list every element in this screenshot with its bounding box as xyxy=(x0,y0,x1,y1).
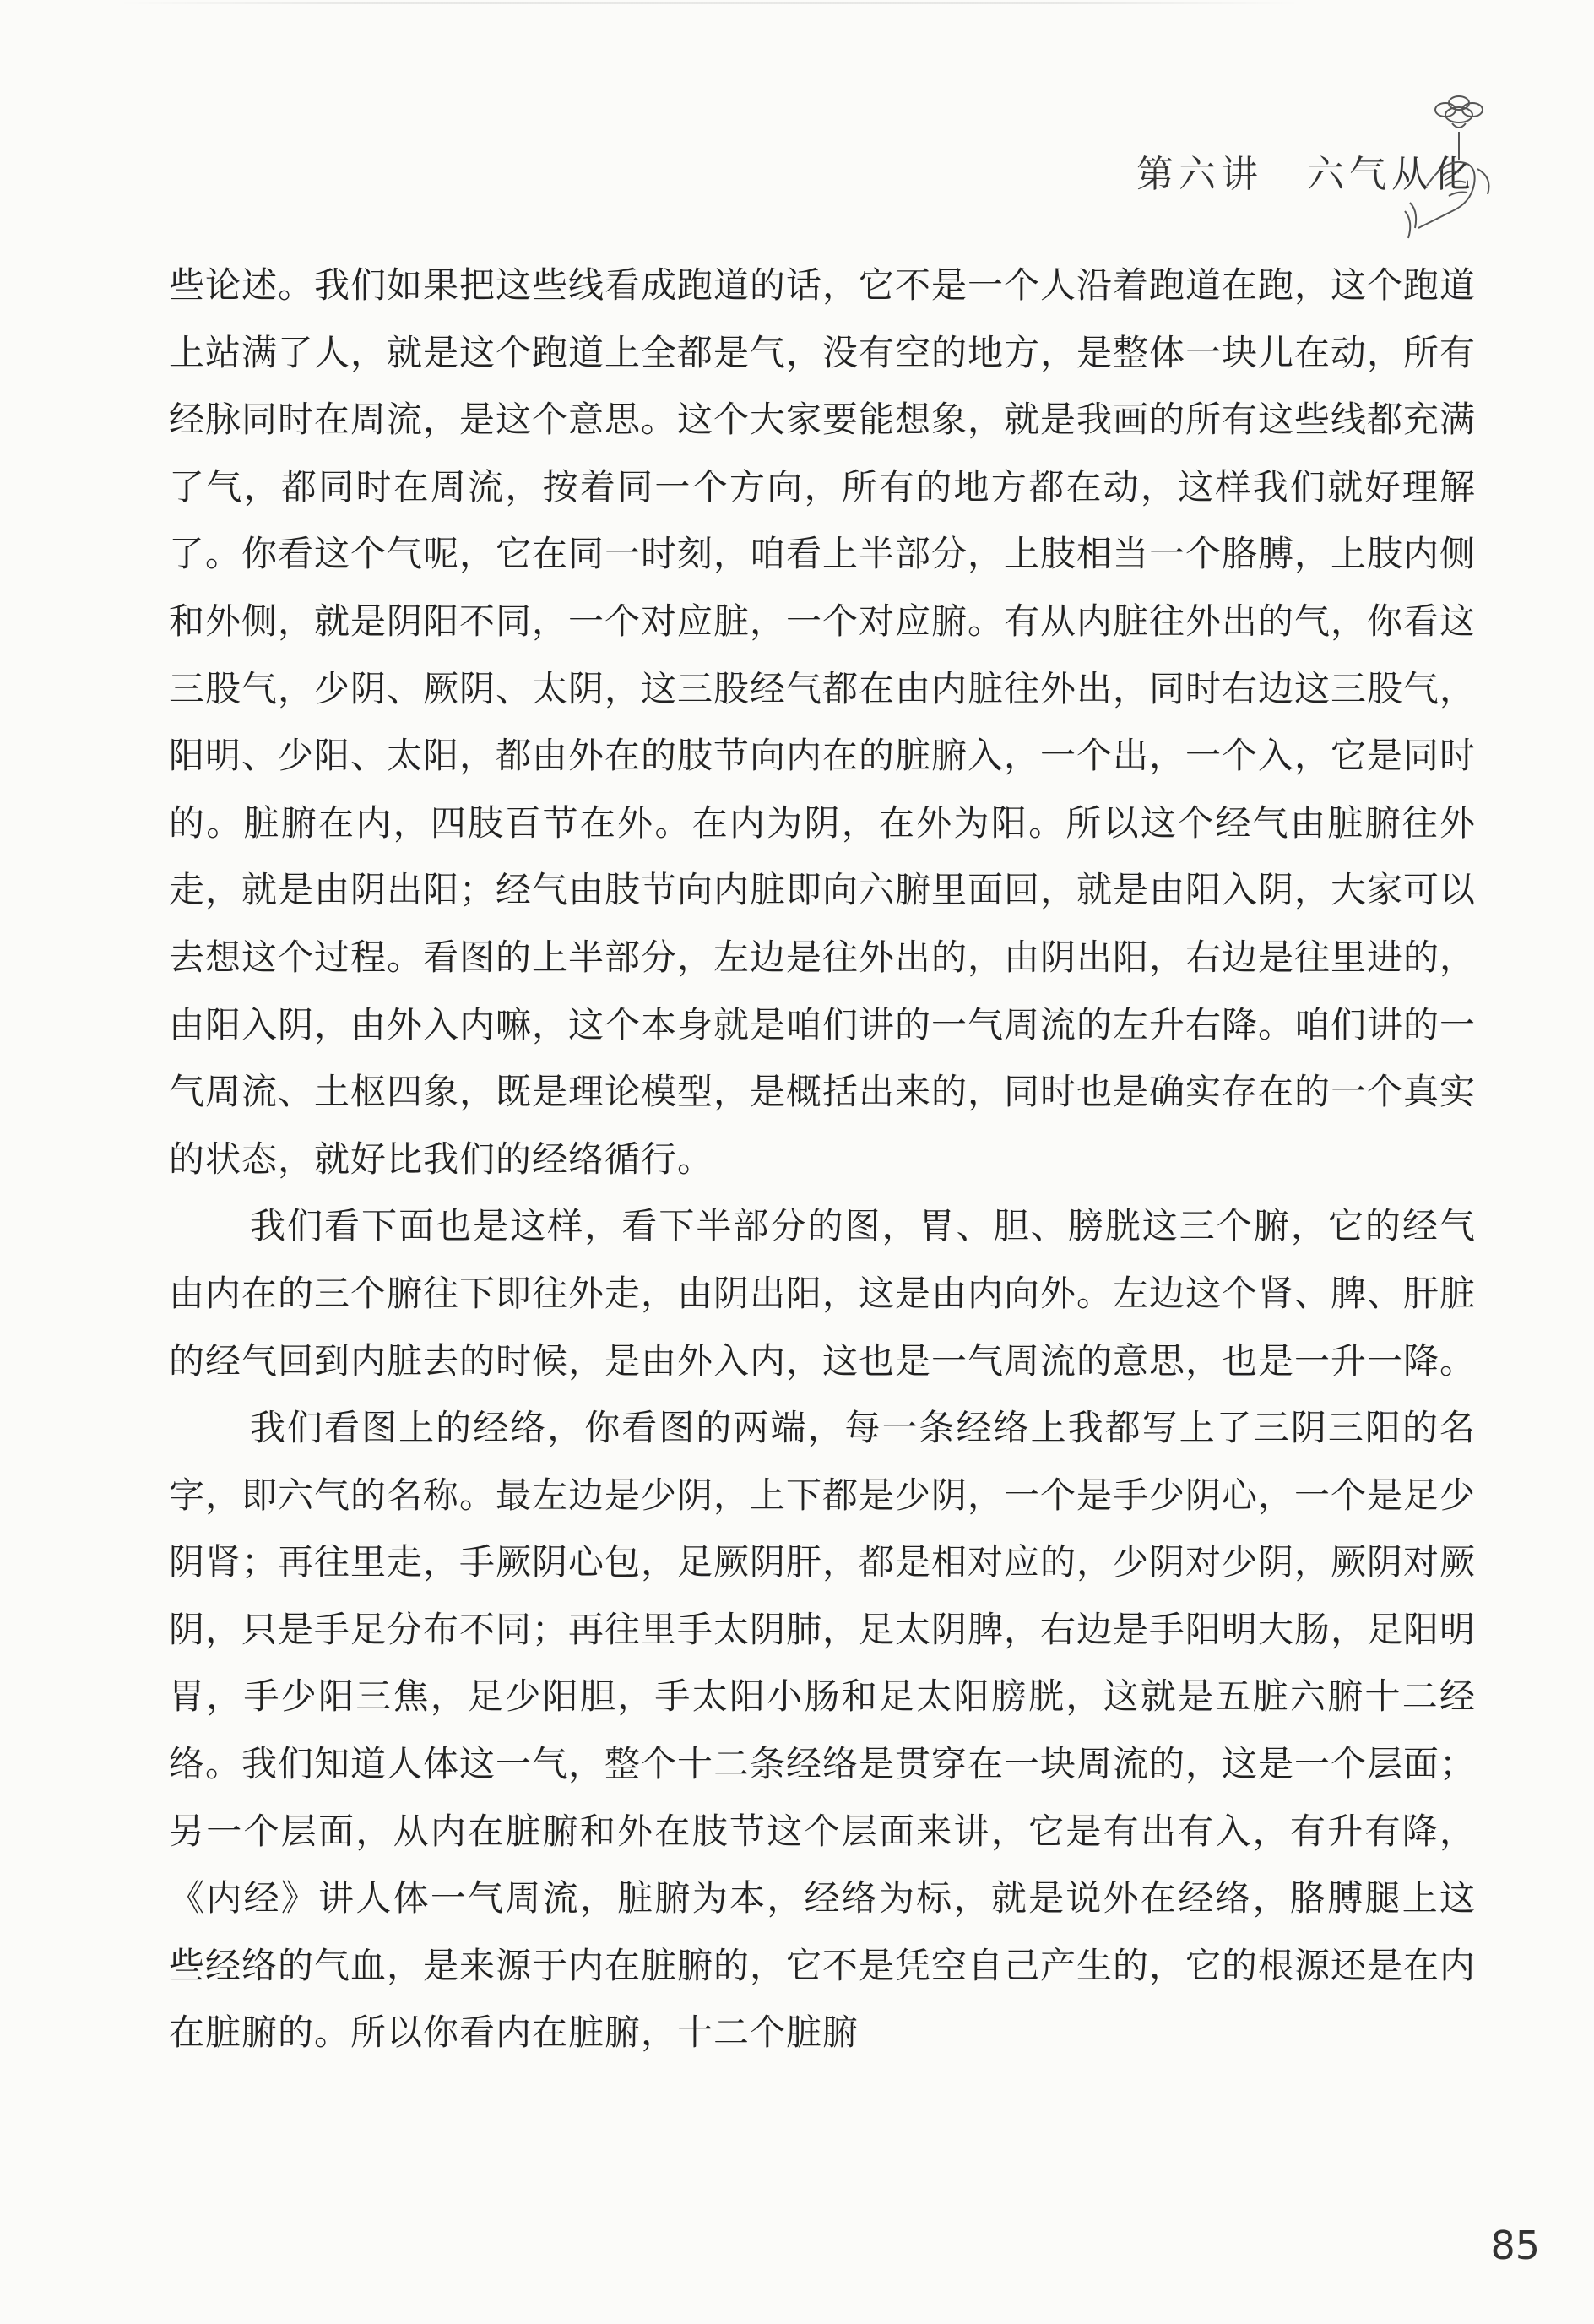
lotus-hand-icon xyxy=(1393,84,1520,245)
paragraph-3: 我们看图上的经络，你看图的两端，每一条经络上我都写上了三阴三阳的名字，即六气的名称。最左边是少阴，上下都是少阴，一个是手少阴心，一个是足少阴肾；再往里走，手厥阴心包，足厥阴肝，都是相对应的，少阴对少阴，厥阴对厥阴，只是手足分布不同；再往里手太阴肺，足太阴脾，右边是手阳明大肠，足阳明胃，手少阳三焦，足少阳胆，手太阳小肠和足太阳膀胱，这就是五脏六腑十二经络。我们知道人体这一气，整个十二条经络是贯穿在一块周流的，这是一个层面；另一个层面，从内在脏腑和外在肢节这个层面来讲，它是有出有入，有升有降，《内经》讲人体一气周流，脏腑为本，经络为标，就是说外在经络，胳膊腿上这些经络的气血，是来源于内在脏腑的，它不是凭空自己产生的，它的根源还是在内在脏腑的。所以你看内在脏腑，十二个脏腑 xyxy=(169,1407,1477,2054)
paragraph-2: 我们看下面也是这样，看下半部分的图，胃、胆、膀胱这三个腑，它的经气由内在的三个腑往下即往外走，由阴出阳，这是由内向外。左边这个肾、脾、肝脏的经气回到内脏去的时候，是由外入内，这也是一气周流的意思，也是一升一降。 xyxy=(169,1205,1477,1382)
chapter-label: 第六讲 xyxy=(1136,153,1263,196)
body-text xyxy=(169,252,1476,2066)
page-number: 85 xyxy=(1490,2223,1540,2268)
scan-edge-line xyxy=(118,2,1300,4)
chapter-title: 六气从化 xyxy=(1307,153,1476,196)
paragraph-1: 些论述。我们如果把这些线看成跑道的话，它不是一个人沿着跑道在跑，这个跑道上站满了人，就是这个跑道上全都是气，没有空的地方，是整体一块儿在动，所有经脉同时在周流，是这个意思。这个大家要能想象，就是我画的所有这些线都充满了气，都同时在周流，按着同一个方向，所有的地方都在动，这样我们就好理解了。你看这个气呢，它在同一时刻，咱看上半部分，上肢相当一个胳膊，上肢内侧和外侧，就是阴阳不同，一个对应脏，一个对应腑。有从内脏往外出的气，你看这三股气，少阴、厥阴、太阴，这三股经气都在由内脏往外出，同时右边这三股气，阳明、少阳、太阳，都由外在的肢节向内在的脏腑入，一个出，一个入，它是同时的。脏腑在内，四肢百节在外。在内为阴，在外为阳。所以这个经气由脏腑往外走，就是由阴出阳；经气由肢节向内脏即向六腑里面回，就是由阳入阴，大家可以去想这个过程。看图的上半部分，左边是往外出的，由阴出阳，右边是往里进的，由阳入阴，由外入内嘛，这个本身就是咱们讲的一气周流的左升右降。咱们讲的一气周流、土枢四象，既是理论模型，是概括出来的，同时也是确实存在的一个真实的状态，就好比我们的经络循行。 xyxy=(169,264,1477,1180)
